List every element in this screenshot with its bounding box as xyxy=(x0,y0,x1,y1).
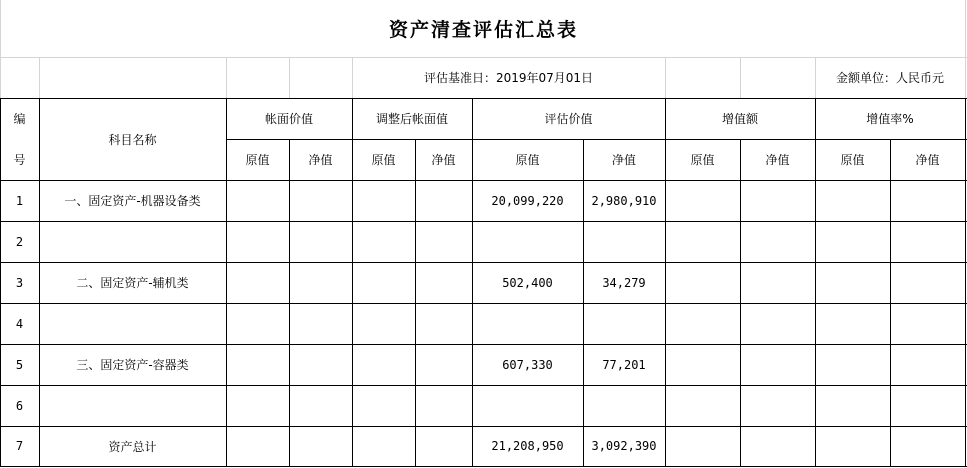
row-number: 3 xyxy=(15,275,24,290)
header-increase-amount: 增值额 xyxy=(721,112,758,126)
row-item-name xyxy=(39,221,226,262)
base-date: 评估基准日：2019年07月01日 xyxy=(423,71,594,85)
row-number: 4 xyxy=(15,316,24,331)
row-appraised-net: 34,279 xyxy=(602,275,646,290)
row-number: 1 xyxy=(15,193,24,208)
grid-line xyxy=(665,57,666,98)
header-seq-top: 编 xyxy=(13,112,26,126)
header-rate-original: 原值 xyxy=(840,153,865,167)
sheet-title: 资产清查评估汇总表 xyxy=(388,19,578,41)
row-appraised-original: 607,330 xyxy=(502,357,553,372)
row-number: 7 xyxy=(15,439,24,453)
header-item-name: 科目名称 xyxy=(108,132,157,147)
header-seq-bottom: 号 xyxy=(13,153,26,167)
table-border xyxy=(415,139,416,467)
row-appraised-net: 2,980,910 xyxy=(591,193,657,208)
row-number: 5 xyxy=(15,357,24,372)
row-item-name xyxy=(39,385,226,426)
header-appraised-value: 评估价值 xyxy=(544,112,593,126)
header-book-net: 净值 xyxy=(308,153,333,167)
row-appraised-original: 20,099,220 xyxy=(491,193,564,208)
table-border xyxy=(890,139,891,467)
row-appraised-original: 21,208,950 xyxy=(491,439,564,453)
grid-line xyxy=(740,57,741,98)
table-border xyxy=(289,139,290,467)
header-increase-original: 原值 xyxy=(690,153,715,167)
row-item-name: 三、固定资产-容器类 xyxy=(76,358,189,372)
row-number: 2 xyxy=(15,234,24,249)
row-item-name xyxy=(39,303,226,344)
header-adjusted-net: 净值 xyxy=(431,153,456,167)
header-rate-net: 净值 xyxy=(915,153,940,167)
header-appraised-net: 净值 xyxy=(611,153,636,167)
row-appraised-net: 3,092,390 xyxy=(591,439,657,453)
header-appraised-original: 原值 xyxy=(515,153,540,167)
row-item-name: 二、固定资产-辅机类 xyxy=(76,276,189,290)
header-book-value: 帐面价值 xyxy=(264,112,313,126)
header-book-original: 原值 xyxy=(245,153,270,167)
header-increase-rate: 增值率% xyxy=(866,112,914,126)
row-number: 6 xyxy=(15,398,24,413)
currency-unit: 金额单位：人民币元 xyxy=(835,71,944,85)
header-increase-net: 净值 xyxy=(765,153,790,167)
row-item-name: 资产总计 xyxy=(108,439,157,454)
table-border xyxy=(0,466,967,467)
table-border xyxy=(965,98,966,467)
header-adjusted-book-value: 调整后帐面值 xyxy=(375,112,448,126)
row-appraised-net: 77,201 xyxy=(602,357,646,372)
grid-line xyxy=(39,57,40,98)
row-item-name: 一、固定资产-机器设备类 xyxy=(64,194,201,208)
table-border xyxy=(740,139,741,467)
row-appraised-original: 502,400 xyxy=(502,275,553,290)
grid-line xyxy=(226,57,227,98)
grid-line xyxy=(289,57,290,98)
header-adjusted-original: 原值 xyxy=(371,153,396,167)
